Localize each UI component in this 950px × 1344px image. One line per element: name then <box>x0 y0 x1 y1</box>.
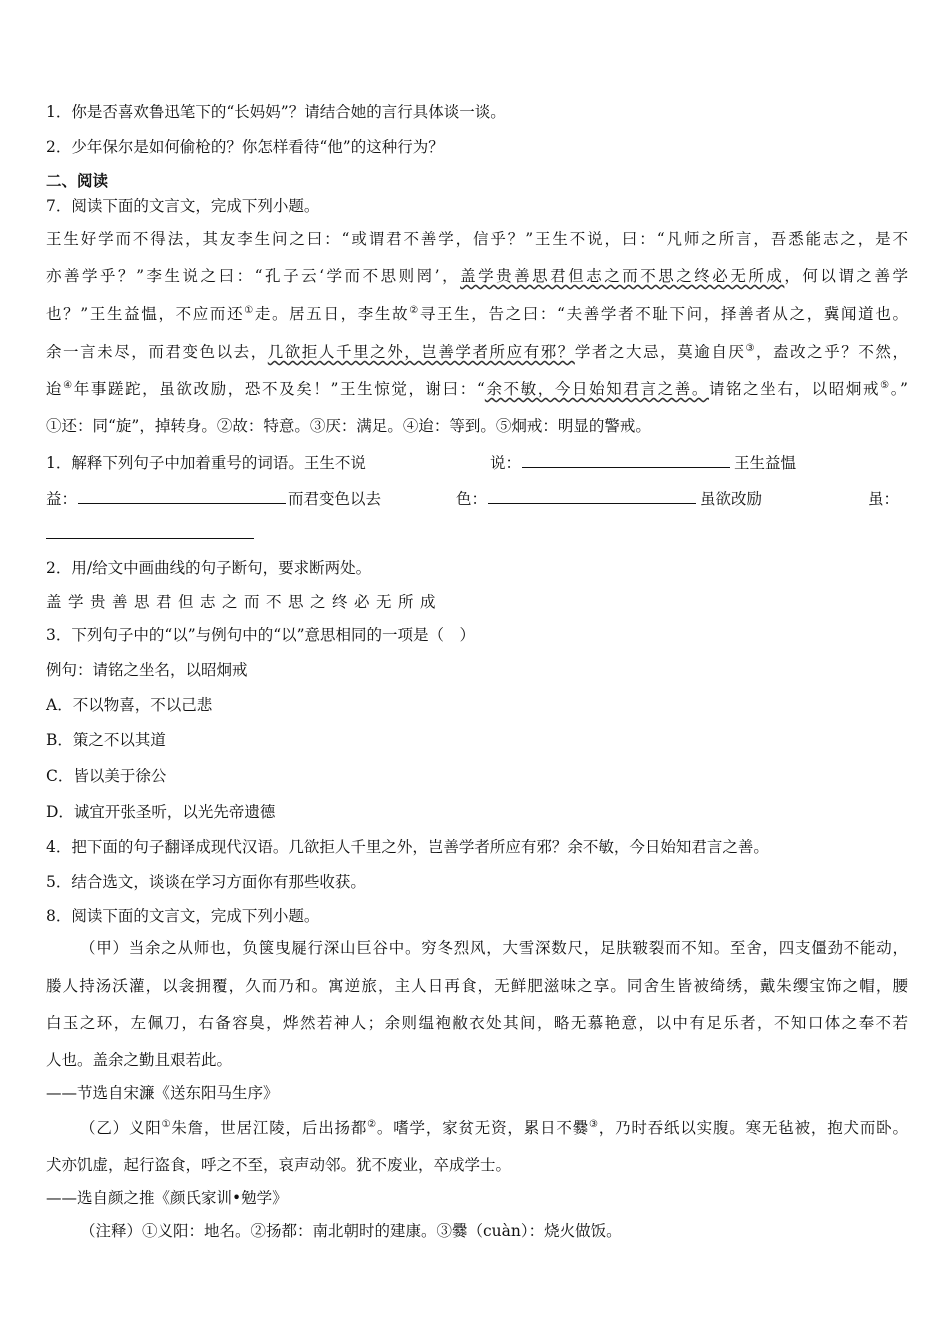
q7-sub1-row-2: 益： 而君变色以去 色： 虽欲改励 虽： <box>46 487 908 509</box>
q8-jia-line-4: 人也。盖余之勤且艰若此。 <box>46 1051 233 1069</box>
option-a[interactable]: A．不以物喜，不以己悲 <box>46 696 213 714</box>
q7-sub2-sentence: 盖学贵善思君但志之而不思之终必无所成 <box>46 593 443 611</box>
q7-notes: ①还：同“旋”，掉转身。②故：特意。③厌：满足。④迨：等到。⑤炯戒：明显的警戒。 <box>46 417 651 435</box>
q7-sub4: 4．把下面的句子翻译成现代汉语。几欲拒人千里之外，岂善学者所应有邪？余不敏，今日始知君言之善。 <box>46 838 769 856</box>
q7-passage-line-2: 亦善学乎？”李生说之曰：“孔子云‘学而不思则罔’，盖学贵善思君但志之而不思之终必无所成，何以谓之善学 <box>46 267 908 285</box>
q8-jia-source: ——节选自宋濂《送东阳马生序》 <box>46 1084 279 1102</box>
q8-jia-line-1: （甲）当余之从师也，负箧曳屣行深山巨谷中。穷冬烈风，大雪深数尺，足肤皲裂而不知。至舍，四支僵劲不能动， <box>80 939 908 957</box>
wavy-underlined-sentence: 盖学贵善思君但志之而不思之终必无所成 <box>460 267 785 285</box>
q8-jia-line-3: 白玉之环，左佩刀，右备容臭，烨然若神人；余则缊袍敝衣处其间，略无慕艳意，以中有足乐者，不知口体之奉不若 <box>46 1014 908 1032</box>
q7-sub1-row-3 <box>46 522 908 544</box>
q7-sub3-example: 例句：请铭之坐名，以昭炯戒 <box>46 661 248 679</box>
q7-passage-line-4: 余一言未尽，而君变色以去，几欲拒人千里之外，岂善学者所应有邪？学者之大忌，莫逾自厌③，盍改之乎？不然， <box>46 342 908 361</box>
underlined-sentence-2: 余不敏，今日始知君言之善。 <box>484 380 709 398</box>
option-c[interactable]: C．皆以美于徐公 <box>46 767 167 785</box>
q8-notes: （注释）①义阳：地名。②扬都：南北朝时的建康。③爨（cuàn）：烧火做饭。 <box>80 1222 622 1240</box>
q7-passage-line-1: 王生好学而不得法，其友李生问之曰：“或谓君不善学，信乎？”王生不说，曰：“凡师之所言，吾悉能志之，是不 <box>46 230 908 248</box>
q8-yi-line-2: 犬亦饥虚，起行盗食，呼之不至，哀声动邻。犹不废业，卒成学士。 <box>46 1156 512 1174</box>
q8-yi-source: ——选自颜之推《颜氏家训•勉学》 <box>46 1189 288 1207</box>
q8-prompt: 8．阅读下面的文言文，完成下列小题。 <box>46 907 320 925</box>
q8-yi-line-1: （乙）义阳①朱詹，世居江陵，后出扬都②。嗜学，家贫无资，累日不爨③，乃时吞纸以实腹。寒无毡被，抱犬而卧。 <box>80 1118 908 1137</box>
answer-blank-se[interactable] <box>488 487 696 504</box>
option-b[interactable]: B．策之不以其道 <box>46 731 166 749</box>
option-d[interactable]: D．诚宜开张圣听，以光先帝遗德 <box>46 803 276 821</box>
answer-blank-yi[interactable] <box>78 487 286 504</box>
question-1: 1．你是否喜欢鲁迅笔下的“长妈妈”？请结合她的言行具体谈一谈。 <box>46 103 506 121</box>
q7-sub2: 2．用/给文中画曲线的句子断句，要求断两处。 <box>46 559 372 577</box>
q7-passage-line-3: 也？”王生益愠，不应而还①走。居五日，李生故②寻王生，告之曰：“夫善学者不耻下问，择善者从之，冀闻道也。 <box>46 304 908 323</box>
q7-sub3: 3．下列句子中的“以”与例句中的“以”意思相同的一项是（ ） <box>46 626 476 644</box>
q8-jia-line-2: 媵人持汤沃灌，以衾拥覆，久而乃和。寓逆旅，主人日再食，无鲜肥滋味之享。同舍生皆被绮绣，戴朱缨宝饰之帽，腰 <box>46 977 908 995</box>
answer-blank-sui[interactable] <box>46 522 254 539</box>
answer-blank-shuo[interactable] <box>522 451 730 468</box>
q7-sub1-row-1: 1．解释下列句子中加着重号的词语。王生不说 说： 王生益愠 <box>46 451 908 473</box>
q7-prompt: 7．阅读下面的文言文，完成下列小题。 <box>46 197 320 215</box>
question-2: 2．少年保尔是如何偷枪的？你怎样看待“他”的这种行为？ <box>46 138 444 156</box>
q7-sub5: 5．结合选文，谈谈在学习方面你有那些收获。 <box>46 873 366 891</box>
section-heading: 二、阅读 <box>46 171 109 190</box>
q7-passage-line-5: 迨④年事蹉跎，虽欲改励，恐不及矣！”王生惊觉，谢曰：“余不敏，今日始知君言之善。请铭之坐右，以昭炯戒⑤。” <box>46 379 908 398</box>
underlined-sentence: 几欲拒人千里之外，岂善学者所应有邪？ <box>267 343 575 361</box>
